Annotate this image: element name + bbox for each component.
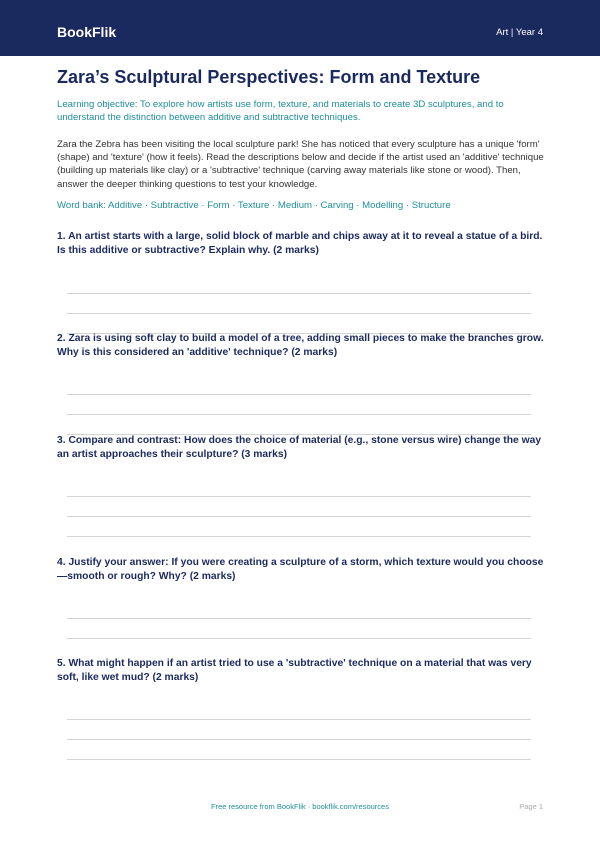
answer-line[interactable] xyxy=(67,293,531,294)
intro-paragraph: Zara the Zebra has been visiting the local sculpture park! She has noticed that every sculpture has a unique 'form' (shape) and 'texture' (how it feels). Read the descriptions below and decide if the artist used an 'additive' technique (building up materials like clay) or a 'subtractive' technique (carving away materials like stone or wood). Then, answer the deeper thinking questions to test your knowledge. xyxy=(57,139,544,190)
answer-line[interactable] xyxy=(67,719,531,720)
brand-logo: BookFlik xyxy=(57,24,117,40)
page-number: Page 1 xyxy=(519,802,543,811)
answer-line[interactable] xyxy=(67,516,531,517)
word-bank: Word bank: Additive · Subtractive · Form · Texture · Medium · Carving · Modelling · Structure xyxy=(57,200,451,211)
question-5: 5. What might happen if an artist tried to use a 'subtractive' technique on a material that was very soft, like wet mud? (2 marks) xyxy=(57,658,532,683)
answer-line[interactable] xyxy=(67,414,531,415)
footer-credit: Free resource from BookFlik · bookflik.com/resources xyxy=(211,802,389,811)
answer-line[interactable] xyxy=(67,759,531,760)
page-header xyxy=(0,0,600,56)
page-title: Zara’s Sculptural Perspectives: Form and Texture xyxy=(57,67,481,87)
answer-line[interactable] xyxy=(67,739,531,740)
answer-line[interactable] xyxy=(67,618,531,619)
question-3: 3. Compare and contrast: How does the choice of material (e.g., stone versus wire) change the way an artist approaches their sculpture? (3 marks) xyxy=(57,435,542,460)
subject-year-label: Art | Year 4 xyxy=(496,27,543,38)
answer-line[interactable] xyxy=(67,496,531,497)
question-2: 2. Zara is using soft clay to build a model of a tree, adding small pieces to make the branches grow. Why is this considered an 'additive' technique? (2 marks) xyxy=(57,333,544,358)
question-1: 1. An artist starts with a large, solid block of marble and chips away at it to reveal a statue of a bird. Is this additive or subtractive? Explain why. (2 marks) xyxy=(57,231,543,256)
answer-line[interactable] xyxy=(67,638,531,639)
answer-line[interactable] xyxy=(67,313,531,314)
answer-line[interactable] xyxy=(67,394,531,395)
learning-objective: Learning objective: To explore how artists use form, texture, and materials to create 3D sculptures, and to understand the distinction between additive and subtractive techniques. xyxy=(57,99,504,123)
answer-line[interactable] xyxy=(67,536,531,537)
question-4: 4. Justify your answer: If you were creating a sculpture of a storm, which texture would you choose—smooth or rough? Why? (2 marks) xyxy=(57,557,544,582)
